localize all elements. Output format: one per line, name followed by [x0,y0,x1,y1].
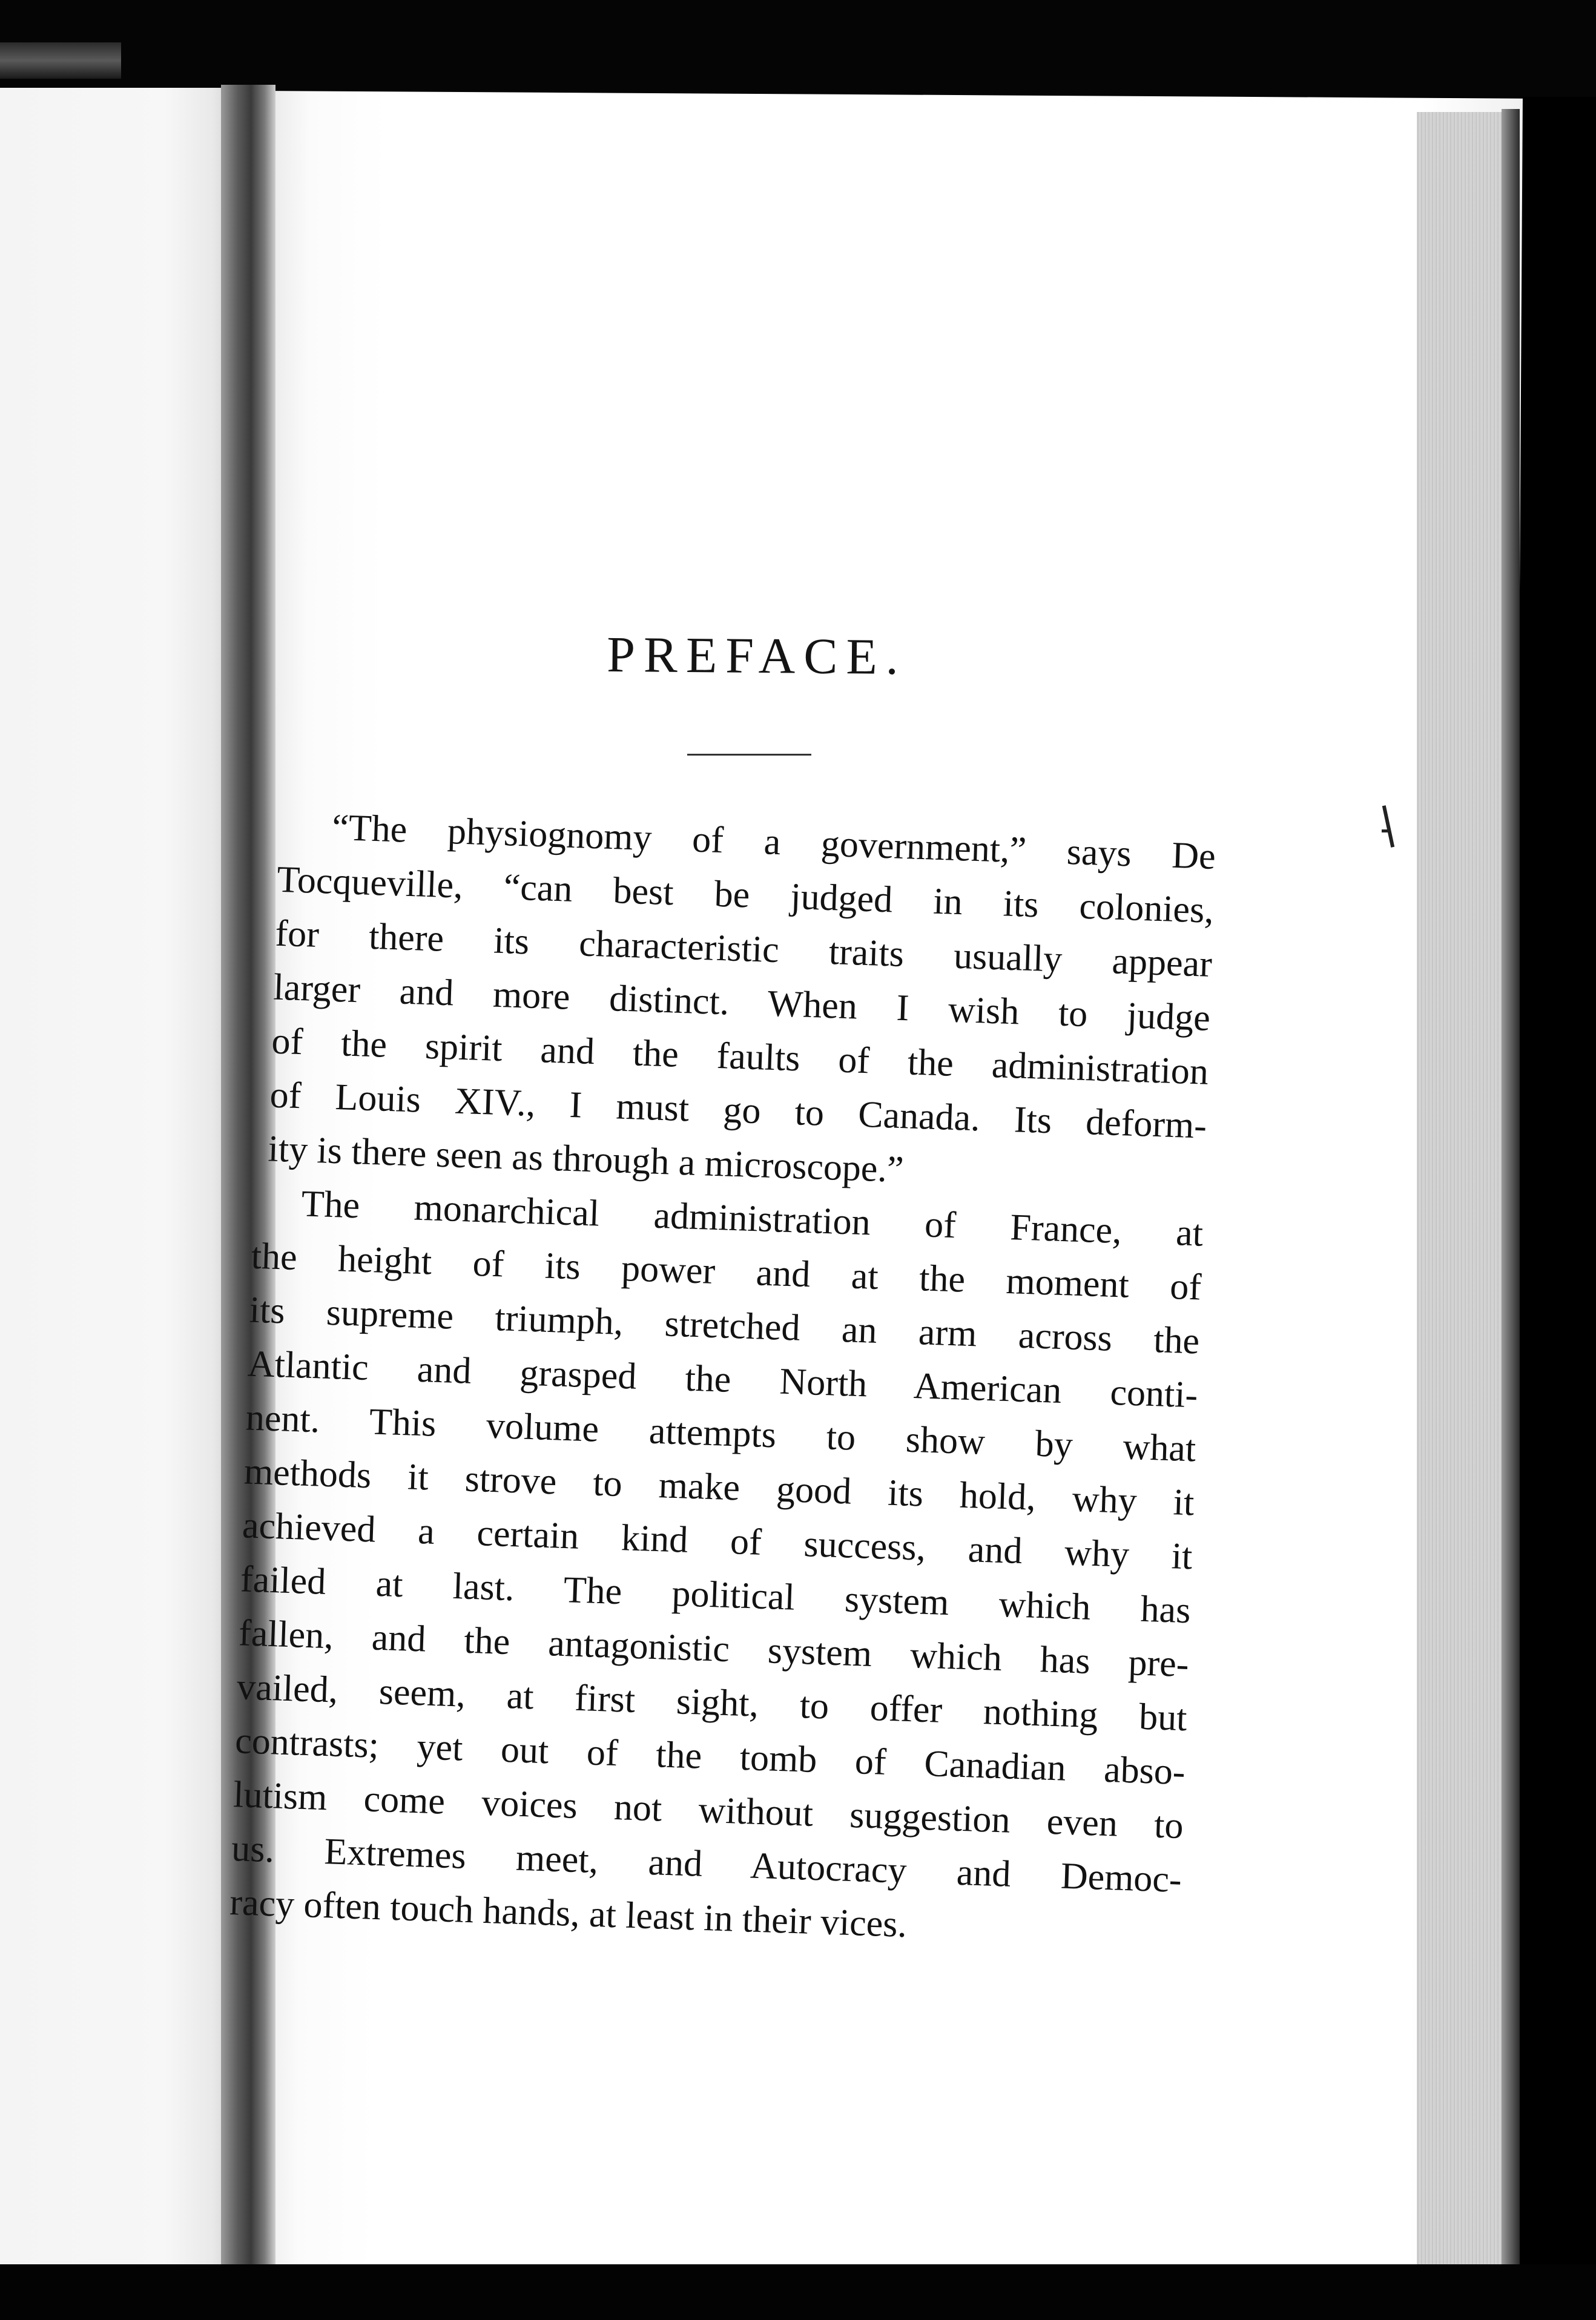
text-line: larger and more distinct. When I wish to judge [272,966,1211,1039]
page-title: PREFACE. [606,626,908,686]
text-line: failed at last. The political system which has [240,1558,1192,1632]
text-line: the height of its power and at the moment of [250,1235,1202,1308]
facing-page-left [0,88,236,2273]
book-cover-edge [0,42,121,79]
text-line: achieved a certain kind of success, and why it [242,1504,1193,1578]
text-line: contrasts; yet out of the tomb of Canadian abso- [234,1720,1186,1793]
text-line: vailed, seem, at first sight, to offer nothing but [236,1666,1188,1739]
text-line: Tocqueville, “can best be judged in its colonies, [276,858,1215,931]
text-line: for there its characteristic traits usually appear [274,912,1213,985]
title-rule [687,754,811,756]
preface-text [211,798,1216,1961]
text-line: nent. This volume attempts to show by what [245,1397,1197,1470]
text-line: The monarchical administration of France, at [300,1183,1204,1254]
text-line: us. Extremes meet, and Autocracy and Democ- [231,1828,1182,1901]
text-line: “The physiognomy of a government,” says De [331,806,1216,878]
page-edge-stack [1417,112,1505,2267]
scan-bottom-edge [0,2264,1596,2320]
ink-mark [1382,829,1390,832]
text-line: of Louis XIV., I must go to Canada. Its deform- [269,1074,1208,1147]
text-line: methods it strove to make good its hold, why it [243,1451,1195,1524]
text-line: of the spirit and the faults of the administration [271,1020,1209,1093]
text-line: fallen, and the antagonistic system which has pre- [238,1612,1190,1686]
text-line: its supreme triumph, stretched an arm across the [248,1289,1201,1362]
text-line: racy often touch hands, at least in their vices. [229,1882,908,1946]
text-line: lutism come voices not without suggestion even to [232,1774,1184,1847]
paragraph-1 [236,798,1216,1207]
text-line: Atlantic and grasped the North American conti- [246,1343,1199,1416]
paragraph-2 [211,1175,1204,1961]
page-edge-shadow [1502,109,1520,2270]
scan-top-edge [0,0,1596,97]
text-line: ity is there seen as through a microscope.” [267,1128,905,1191]
